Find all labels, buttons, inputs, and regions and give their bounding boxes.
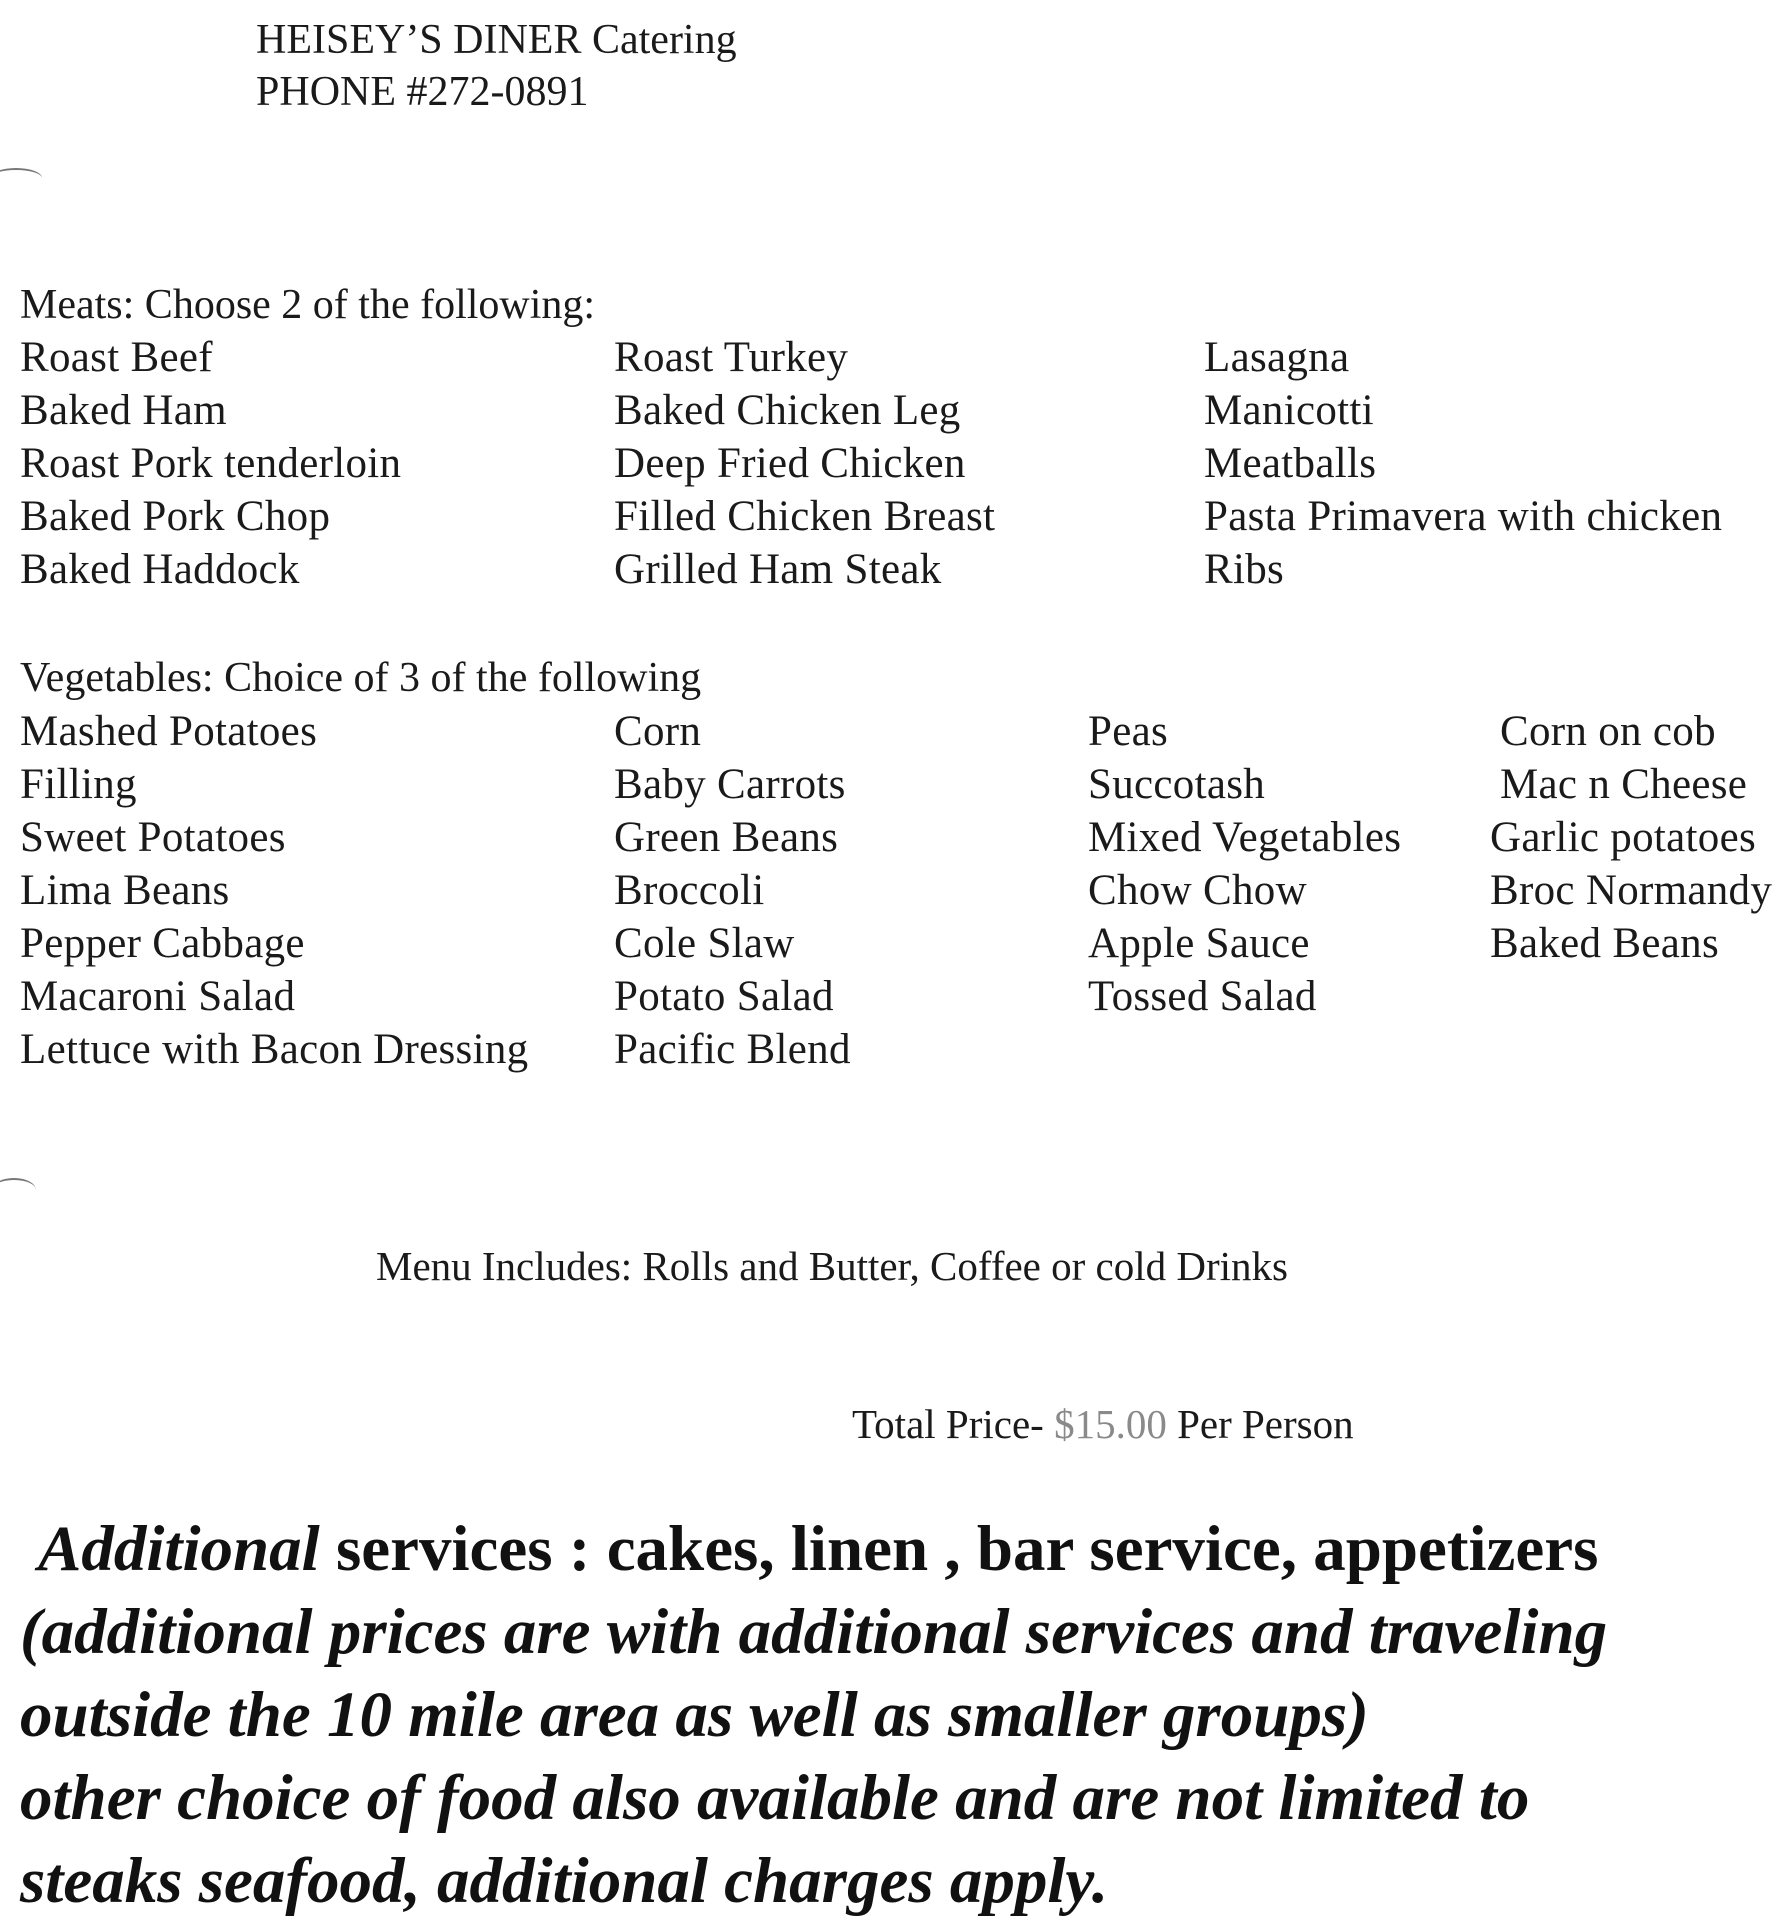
business-name: HEISEY’S DINER Catering	[256, 17, 737, 63]
vegetables-heading: Vegetables: Choice of 3 of the following	[20, 655, 702, 701]
vegetable-item: Apple Sauce	[1088, 920, 1310, 967]
vegetable-item: Peas	[1088, 708, 1169, 755]
meat-item: Grilled Ham Steak	[614, 546, 942, 593]
other-choice-note: other choice of food also available and are not limited to	[20, 1762, 1530, 1834]
vegetable-item: Macaroni Salad	[20, 973, 296, 1020]
meat-item: Baked Haddock	[20, 546, 300, 593]
vegetable-item: Tossed Salad	[1088, 973, 1317, 1020]
steaks-seafood-note: steaks seafood, additional charges apply.	[20, 1845, 1109, 1917]
vegetable-item: Broccoli	[614, 867, 765, 914]
vegetable-item: Lima Beans	[20, 867, 230, 914]
phone-number: PHONE #272-0891	[256, 69, 589, 115]
vegetable-item: Garlic potatoes	[1490, 814, 1756, 861]
meat-item: Meatballs	[1204, 440, 1377, 487]
meat-item: Filled Chicken Breast	[614, 493, 996, 540]
vegetable-item: Mashed Potatoes	[20, 708, 318, 755]
meats-heading: Meats: Choose 2 of the following:	[20, 282, 596, 328]
price-label: Total Price-	[852, 1401, 1055, 1447]
meat-item: Baked Ham	[20, 387, 227, 434]
meat-item: Pasta Primavera with chicken	[1204, 493, 1723, 540]
additional-area-note: outside the 10 mile area as well as smaller groups)	[20, 1679, 1369, 1751]
vegetable-item: Pacific Blend	[614, 1026, 851, 1073]
meat-item: Baked Pork Chop	[20, 493, 331, 540]
meat-item: Ribs	[1204, 546, 1285, 593]
total-price	[852, 1398, 1354, 1450]
meat-item: Roast Turkey	[614, 334, 849, 381]
meat-item: Lasagna	[1204, 334, 1350, 381]
vegetable-item: Pepper Cabbage	[20, 920, 305, 967]
menu-includes: Menu Includes: Rolls and Butter, Coffee or cold Drinks	[376, 1243, 1288, 1289]
price-amount: $15.00	[1054, 1401, 1167, 1447]
vegetable-item: Potato Salad	[614, 973, 834, 1020]
vegetable-item: Mixed Vegetables	[1088, 814, 1402, 861]
vegetable-item: Mac n Cheese	[1500, 761, 1748, 808]
vegetable-item: Corn on cob	[1500, 708, 1716, 755]
vegetable-item: Lettuce with Bacon Dressing	[20, 1026, 529, 1073]
scan-mark	[0, 1178, 36, 1202]
meat-item: Roast Pork tenderloin	[20, 440, 402, 487]
meat-item: Manicotti	[1204, 387, 1374, 434]
vegetable-item: Sweet Potatoes	[20, 814, 286, 861]
meat-item: Roast Beef	[20, 334, 213, 381]
vegetable-item: Baked Beans	[1490, 920, 1719, 967]
additional-services-line	[38, 1508, 1598, 1591]
vegetable-item: Green Beans	[614, 814, 839, 861]
vegetable-item: Chow Chow	[1088, 867, 1307, 914]
meat-item: Baked Chicken Leg	[614, 387, 961, 434]
meat-item: Deep Fried Chicken	[614, 440, 966, 487]
vegetable-item: Baby Carrots	[614, 761, 846, 808]
vegetable-item: Broc Normandy	[1490, 867, 1773, 914]
vegetable-item: Cole Slaw	[614, 920, 795, 967]
scan-mark	[0, 168, 42, 188]
vegetable-item: Filling	[20, 761, 137, 808]
price-suffix: Per Person	[1166, 1401, 1354, 1447]
additional-prices-note: (additional prices are with additional services and traveling	[20, 1596, 1608, 1668]
vegetable-item: Succotash	[1088, 761, 1266, 808]
vegetable-item: Corn	[614, 708, 702, 755]
additional-services-list: services : cakes, linen , bar service, appetizers	[319, 1513, 1599, 1585]
additional-italic-word: Additional	[38, 1513, 320, 1585]
